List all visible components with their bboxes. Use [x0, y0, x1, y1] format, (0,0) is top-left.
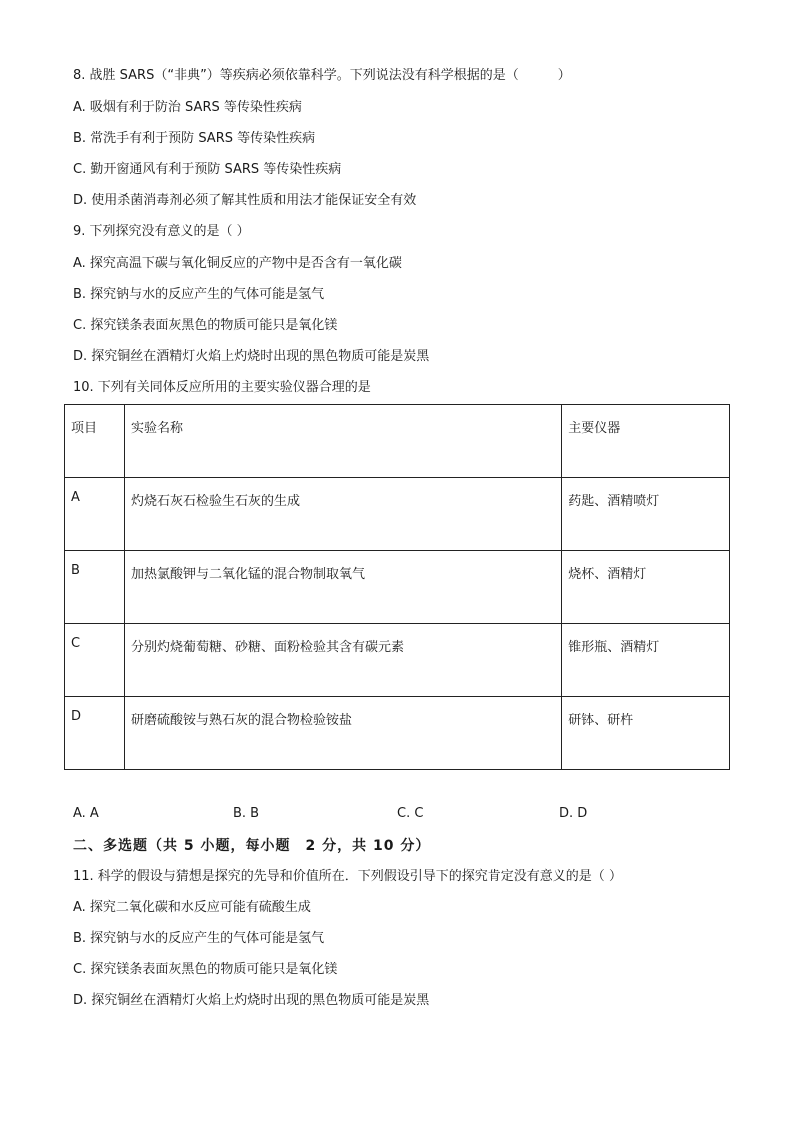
table-cell: D	[65, 697, 125, 770]
table-header-cell: 主要仪器	[562, 405, 730, 478]
question-9-stem: 9. 下列探究没有意义的是（ ）	[73, 224, 250, 239]
question-10-choice-d: D. D	[559, 806, 588, 821]
question-9-option-a: A. 探究高温下碳与氧化铜反应的产物中是否含有一氧化碳	[73, 256, 402, 271]
question-8-stem: 8. 战胜 SARS（“非典”）等疾病必须依靠科学。下列说法没有科学根据的是（ ）	[73, 68, 571, 83]
question-8-option-d: D. 使用杀菌消毒剂必须了解其性质和用法才能保证安全有效	[73, 193, 417, 208]
table-cell: 锥形瓶、酒精灯	[562, 624, 730, 697]
table-row	[65, 697, 730, 770]
table-cell: 研磨硫酸铵与熟石灰的混合物检验铵盐	[124, 697, 561, 770]
question-10-stem: 10. 下列有关同体反应所用的主要实验仪器合理的是	[73, 380, 371, 395]
question-9-option-c: C. 探究镁条表面灰黑色的物质可能只是氧化镁	[73, 318, 338, 333]
table-row	[65, 551, 730, 624]
table-cell: C	[65, 624, 125, 697]
table-cell: B	[65, 551, 125, 624]
question-8-option-b: B. 常洗手有利于预防 SARS 等传染性疾病	[73, 131, 316, 146]
question-10-choices	[73, 806, 673, 824]
table-cell: 分别灼烧葡萄糖、砂糖、面粉检验其含有碳元素	[124, 624, 561, 697]
question-8-option-a: A. 吸烟有利于防治 SARS 等传染性疾病	[73, 100, 302, 115]
table-cell: A	[65, 478, 125, 551]
table-header-cell: 实验名称	[124, 405, 561, 478]
table-cell: 烧杯、酒精灯	[562, 551, 730, 624]
table-cell: 灼烧石灰石检验生石灰的生成	[124, 478, 561, 551]
question-11-option-c: C. 探究镁条表面灰黑色的物质可能只是氧化镁	[73, 962, 338, 977]
table-row	[65, 624, 730, 697]
question-11-option-a: A. 探究二氧化碳和水反应可能有硫酸生成	[73, 900, 311, 915]
question-10-choice-b: B. B	[233, 806, 260, 821]
question-11-option-b: B. 探究钠与水的反应产生的气体可能是氢气	[73, 931, 325, 946]
section-2-heading: 二、多选题（共 5 小题，每小题 2 分，共 10 分）	[73, 838, 431, 854]
table-header-row	[65, 405, 730, 478]
question-10-choice-a: A. A	[73, 806, 99, 821]
question-9-option-b: B. 探究钠与水的反应产生的气体可能是氢气	[73, 287, 325, 302]
question-10-table	[64, 404, 730, 770]
question-11-option-d: D. 探究铜丝在酒精灯火焰上灼烧时出现的黑色物质可能是炭黑	[73, 993, 430, 1008]
table-row	[65, 478, 730, 551]
question-10-choice-c: C. C	[397, 806, 424, 821]
table-cell: 加热氯酸钾与二氧化锰的混合物制取氧气	[124, 551, 561, 624]
question-11-stem: 11. 科学的假设与猜想是探究的先导和价值所在．下列假设引导下的探究肯定没有意义的是（ ）	[73, 869, 622, 884]
table-cell: 药匙、酒精喷灯	[562, 478, 730, 551]
question-9-option-d: D. 探究铜丝在酒精灯火焰上灼烧时出现的黑色物质可能是炭黑	[73, 349, 430, 364]
question-8-option-c: C. 勤开窗通风有利于预防 SARS 等传染性疾病	[73, 162, 342, 177]
table-cell: 研钵、研杵	[562, 697, 730, 770]
table-header-cell: 项目	[65, 405, 125, 478]
